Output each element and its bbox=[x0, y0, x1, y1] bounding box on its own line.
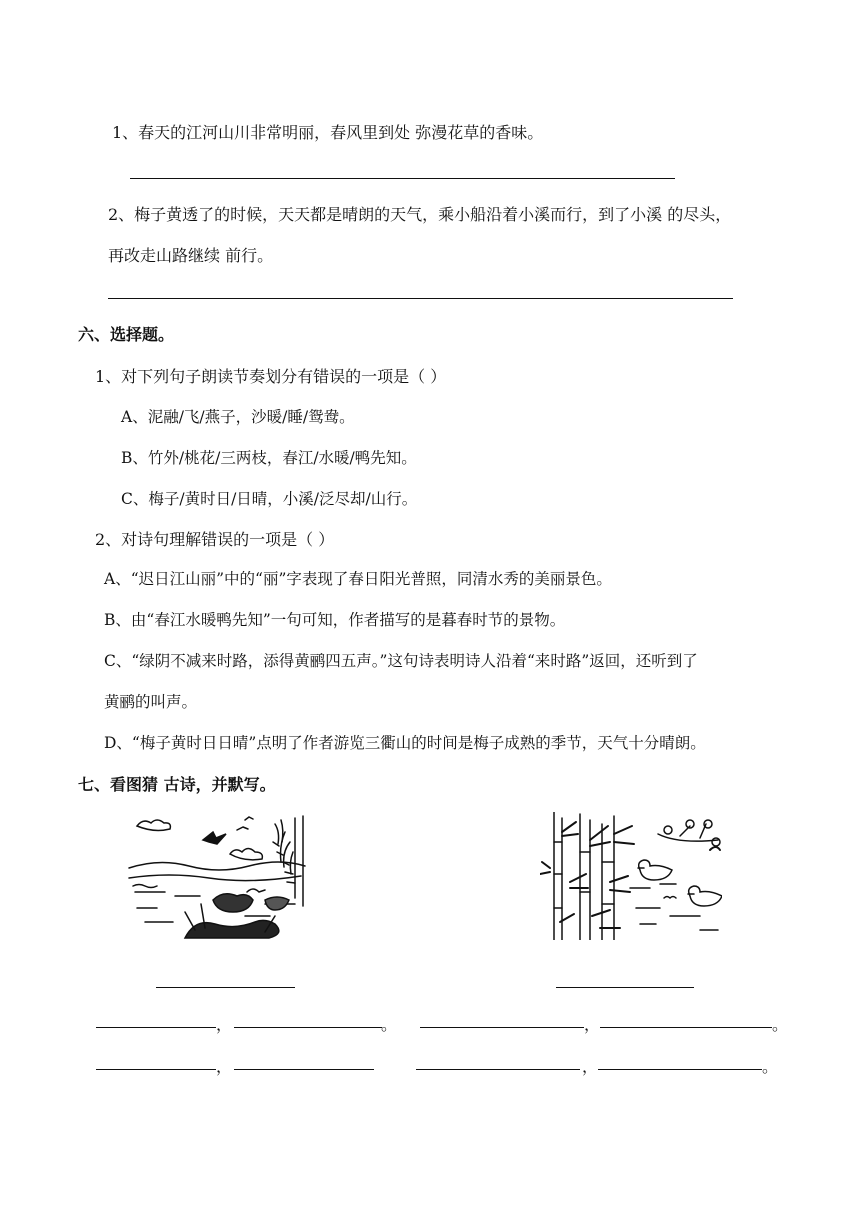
choice-q2-option-b[interactable]: B、由“春江水暖鸭先知”一句可知，作者描写的是暮春时节的景物。 bbox=[104, 611, 566, 629]
answer-line[interactable] bbox=[130, 178, 675, 179]
comma-mark: ， bbox=[216, 1057, 233, 1076]
answer-line[interactable] bbox=[108, 298, 733, 299]
choice-q1-option-a[interactable]: A、泥融/飞/燕子，沙暖/睡/鸳鸯。 bbox=[121, 408, 355, 426]
bamboo-ducks-picture bbox=[540, 812, 722, 940]
period-mark: 。 bbox=[381, 1015, 398, 1034]
poem-title-blank-right[interactable] bbox=[556, 987, 694, 988]
comma-mark: ， bbox=[584, 1015, 601, 1034]
poem-right-line1-a[interactable] bbox=[420, 1027, 584, 1028]
poem-right-line2-a[interactable] bbox=[416, 1069, 580, 1070]
river-ducks-picture bbox=[125, 812, 307, 944]
choice-q2-option-d[interactable]: D、“梅子黄时日日晴”点明了作者游览三衢山的时间是梅子成熟的季节，天气十分晴朗。 bbox=[104, 734, 706, 752]
section-seven-title: 七、看图猜 古诗，并默写。 bbox=[78, 775, 276, 794]
choice-q2-option-c-cont: 黄鹂的叫声。 bbox=[104, 693, 198, 711]
poem-left-line1-b[interactable] bbox=[234, 1027, 382, 1028]
q1-rewrite-text: 1、春天的江河山川非常明丽，春风里到处 弥漫花草的香味。 bbox=[112, 123, 544, 142]
comma-mark: ， bbox=[216, 1015, 233, 1034]
q2-rewrite-text-line1: 2、梅子黄透了的时候，天天都是晴朗的天气，乘小船沿着小溪而行，到了小溪 的尽头， bbox=[108, 205, 732, 224]
choice-q2-option-a[interactable]: A、“迟日江山丽”中的“丽”字表现了春日阳光普照，同清水秀的美丽景色。 bbox=[104, 570, 612, 588]
section-six-title: 六、选择题。 bbox=[78, 325, 175, 344]
poem-left-line1-a[interactable] bbox=[96, 1027, 216, 1028]
choice-q2-option-c[interactable]: C、“绿阴不减来时路，添得黄鹂四五声。”这句诗表明诗人沿着“来时路”返回，还听到了 bbox=[104, 652, 698, 670]
q2-rewrite-text-line2: 再改走山路继续 前行。 bbox=[108, 246, 274, 265]
choice-q2-stem: 2、对诗句理解错误的一项是（ ） bbox=[95, 530, 335, 549]
poem-left-line2-a[interactable] bbox=[96, 1069, 216, 1070]
poem-right-line1-b[interactable] bbox=[600, 1027, 772, 1028]
poem-left-line2-b[interactable] bbox=[234, 1069, 374, 1070]
poem-title-blank-left[interactable] bbox=[156, 987, 295, 988]
period-mark: 。 bbox=[772, 1015, 789, 1034]
period-mark: 。 bbox=[762, 1057, 779, 1076]
choice-q1-stem: 1、对下列句子朗读节奏划分有错误的一项是（ ） bbox=[95, 367, 447, 386]
comma-mark: ， bbox=[582, 1057, 599, 1076]
choice-q1-option-b[interactable]: B、竹外/桃花/三两枝，春江/水暖/鸭先知。 bbox=[121, 449, 417, 467]
choice-q1-option-c[interactable]: C、梅子/黄时日/日晴，小溪/泛尽却/山行。 bbox=[121, 490, 418, 508]
poem-right-line2-b[interactable] bbox=[598, 1069, 762, 1070]
